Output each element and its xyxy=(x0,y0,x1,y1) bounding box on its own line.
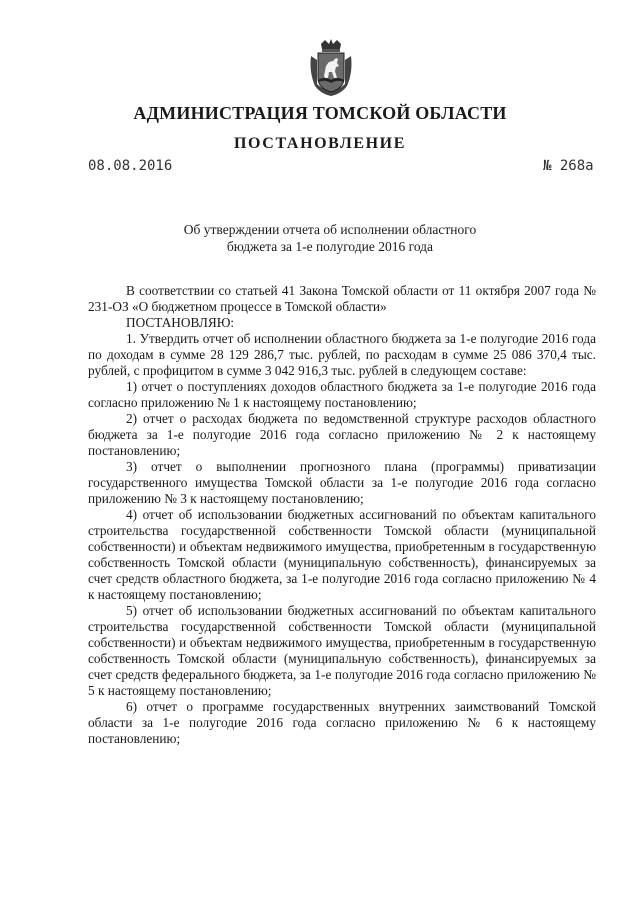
document-title xyxy=(170,221,490,255)
title-line-2: бюджета за 1-е полугодие 2016 года xyxy=(226,239,434,254)
list-item: 5) отчет об использовании бюджетных ассигнований по объектам капитального строительства государственной собственности Томской области (муниципальной собственности) и объектам недвижимого имущества, приобретенным в государственную собственность Томской области (муниципальную собственность), финансируемых за счет средств федерального бюджета, за 1-е полугодие 2016 года согласно приложению № 5 к настоящему постановлению; xyxy=(88,603,596,698)
clause-1-paragraph: 1. Утвердить отчет об исполнении областного бюджета за 1-е полугодие 2016 года по доходам в сумме 28 129 286,7 тыс. рублей, по расходам в сумме 25 086 370,4 тыс. рублей, с профицитом в сумме 3 042 916,3 тыс. рублей в следующем составе: xyxy=(88,331,596,378)
list-item: 3) отчет о выполнении прогнозного плана (программы) приватизации государственного имущества Томской области за 1-е полугодие 2016 года согласно приложению № 3 к настоящему постановлению; xyxy=(88,459,596,506)
document-type: ПОСТАНОВЛЕНИЕ xyxy=(234,135,406,152)
list-item: 6) отчет о программе государственных внутренних заимствований Томской области за 1-е полугодие 2016 года согласно приложению № 6 к настоящему постановлению; xyxy=(88,699,596,746)
document-date: 08.08.2016 xyxy=(88,158,173,174)
coat-of-arms-icon xyxy=(307,38,355,98)
list-item: 1) отчет о поступлениях доходов областного бюджета за 1-е полугодие 2016 года согласно приложению № 1 к настоящему постановлению; xyxy=(88,379,596,410)
list-item: 2) отчет о расходах бюджета по ведомственной структуре расходов областного бюджета за 1-е полугодие 2016 года согласно приложению № 2 к настоящему постановлению; xyxy=(88,411,596,458)
preamble-paragraph: В соответствии со статьей 41 Закона Томской области от 11 октября 2007 года № 231-ОЗ «О бюджетном процессе в Томской области» xyxy=(88,283,596,314)
document-number: № 268а xyxy=(543,158,594,174)
list-item: 4) отчет об использовании бюджетных ассигнований по объектам капитального строительства государственной собственности Томской области (муниципальной собственности) и объектам недвижимого имущества, приобретенным в государственную собственность Томской области (муниципальную собственность), финансируемых за счет средств областного бюджета, за 1-е полугодие 2016 года согласно приложению № 4 к настоящему постановлению; xyxy=(88,507,596,602)
document-body xyxy=(88,283,596,747)
organization-name: АДМИНИСТРАЦИЯ ТОМСКОЙ ОБЛАСТИ xyxy=(133,103,507,123)
title-line-1: Об утверждении отчета об исполнении областного xyxy=(183,222,477,237)
resolution-keyword: ПОСТАНОВЛЯЮ: xyxy=(126,315,235,330)
